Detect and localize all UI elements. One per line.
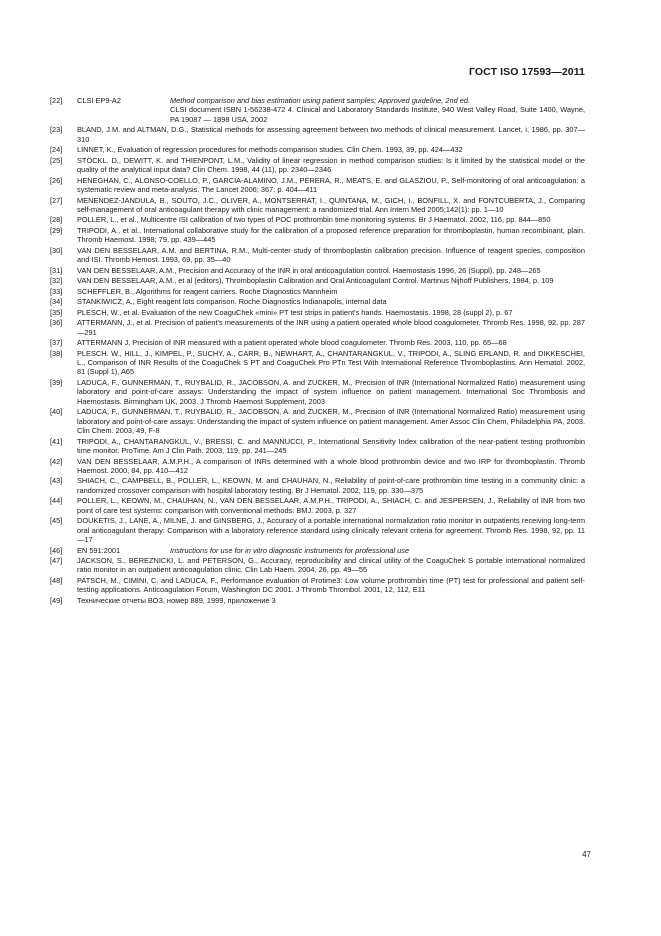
reference-number: [40] <box>50 407 63 417</box>
reference-item <box>50 176 585 195</box>
reference-item <box>50 496 585 515</box>
reference-number: [46] <box>50 545 63 555</box>
page-number: 47 <box>582 850 591 859</box>
reference-number: [32] <box>50 276 63 286</box>
reference-text: TRIPODI, A., et al., International collaborative study for the calibration of a proposed reference preparation for thromboplastin, human recombinant, plain. Thromb Haemost. 1998; 79, pp. 439—445 <box>77 225 585 245</box>
reference-details: CLSI document ISBN 1-56238-472 4. Clinical and Laboratory Standards Institute, 940 West Valley Road, Suite 1400, Wayne, PA 19087 — 1898 USA, 2002 <box>170 105 585 124</box>
reference-text: POLLER, L., KEOWN, M., CHAUHAN, N., VAN DEN BESSELAAR, A.M.P.H., TRIPODI, A., SHIACH, C. and JESPERSEN, J., Reliability of INR from two point of care test systems: comparison with conventional methods. BMJ. 2003, p. 327 <box>77 496 585 515</box>
reference-text: JACKSON, S., BEREZNICKI, L. and PETERSON, G., Accuracy, reproducibility and clinical utility of the CoaguChek S portable international normalized ratio monitor in an outpatient anticoagulation clinic. Clin Lab Haem. 2004, 26, pp. 49—55 <box>77 556 585 575</box>
reference-number: [28] <box>50 215 63 225</box>
reference-number: [22] <box>50 96 63 105</box>
reference-text: SHIACH, C., CAMPBELL, B., POLLER, L., KEOWN, M. and CHAUHAN, N., Reliability of point-of-care prothrombin time testing in a community clinic: a randomized crossover comparison with hospital laboratory testing. Br J Hematol. 2002, 119, pp. 330—375 <box>77 476 585 495</box>
reference-number: [44] <box>50 496 63 506</box>
reference-number: [29] <box>50 225 63 235</box>
reference-number: [33] <box>50 286 63 296</box>
reference-text: POLLER, L., et al., Multicentre ISI calibration of two types of POC prothrombin time monitoring systems. Br J Haematol. 2002, 116, pp. 844—850 <box>77 215 551 225</box>
reference-text: VAN DEN BESSELAAR, A.M., Precision and Accuracy of the INR in oral anticoagulation control. Haemostasis 1996, 26 (Suppl), pp. 248—265 <box>77 265 541 275</box>
reference-text: TRIPODI, A., CHANTARANGKUL, V., BRESSI, C. and MANNUCCI, P., International Sensitivity Index calibration of the near-patient testing prothrombin time monitor. ProTime. Am J Clin Path. 2003, 119, pp. 241—245 <box>77 436 585 455</box>
reference-item <box>50 437 585 456</box>
reference-text: BLAND, J.M. and ALTMAN, D.G., Statistical methods for assessing agreement between two methods of clinical measurement. Lancet, i, 1986, pp. 307—310 <box>77 125 585 144</box>
reference-number: [25] <box>50 155 63 165</box>
reference-number: [23] <box>50 125 63 135</box>
reference-number: [41] <box>50 436 63 446</box>
reference-code: CLSI EP9-A2 <box>77 96 121 105</box>
reference-item <box>50 546 585 555</box>
reference-number: [35] <box>50 307 63 317</box>
reference-text: STÖCKL. D., DEWITT, K. and THIENPONT, L.M., Validity of linear regression in method comparison studies: Is it limited by the statistical model or the quality of the analytical input data? Clin Chem. 1998, 44 (11), pp. 2340—2346 <box>77 155 585 175</box>
reference-text: PLESCH, W., et al. Evaluation of the new CoaguChek «mini» PT test strips in patient's hands. Haemostasis. 1998, 28 (suppl 2), p. 67 <box>77 307 513 317</box>
reference-item <box>50 287 585 296</box>
reference-list <box>50 96 585 606</box>
reference-item <box>50 276 585 285</box>
reference-item <box>50 297 585 306</box>
reference-text: ATTERMANN J, Precision of INR measured with a patient operated whole blood coagulometer. Thromb Res. 2003, 110, pp. 65—68 <box>77 338 507 348</box>
reference-number: [34] <box>50 297 63 307</box>
reference-item <box>50 576 585 595</box>
reference-number: [31] <box>50 265 63 275</box>
reference-item <box>50 308 585 317</box>
reference-title: Instructions for use for in vitro diagnostic instruments for professional use <box>170 545 410 555</box>
reference-text: PATSCH, M., CIMINI, C. and LADUCA, F., Performance evaluation of Protime3: Low volume prothrombin time (PT) test for professional and patient self-testing applications. Anticoagulation Forum, Washington DC 2001. J Thromb Thrombol. 2001, 12, 112, E11 <box>77 575 585 595</box>
reference-item <box>50 196 585 215</box>
reference-number: [48] <box>50 575 63 585</box>
reference-item <box>50 596 585 605</box>
reference-item <box>50 215 585 224</box>
reference-number: [43] <box>50 476 63 486</box>
reference-code: EN 591:2001 <box>77 545 121 555</box>
reference-text: LINNET, K., Evaluation of regression procedures for methods comparison studies. Clin Chem. 1993, 39, pp. 424—432 <box>77 145 463 155</box>
reference-text: HENEGHAN, C., ALONSO-COELLO, P., GARCIA-ALAMINO, J.M., PERERA, R., MEATS, E. and GLASZIOU, P., Self-monitoring of oral anticoagulation: a systematic review and meta-analysis. The Lancet 2006; 367: p. 404—411 <box>77 175 585 195</box>
reference-text: ATTERMANN, J., et al. Precision of patient's measurements of the INR using a patient operated whole blood coagulometer. Thromb Res. 1998, 92, pp. 287—291 <box>77 318 585 337</box>
reference-number: [47] <box>50 556 63 566</box>
reference-item <box>50 476 585 495</box>
reference-item <box>50 96 585 124</box>
reference-number: [24] <box>50 145 63 155</box>
reference-item <box>50 156 585 175</box>
reference-text: LADUCA, F., GUNNERMAN, T., RUYBALID, R., JACOBSON, A. and ZUCKER, M., Precision of INR (International Normalized Ratio) measurement using laboratory and point-of-care assays: Understanding the impact of system influence on patient management. International Soc Thrombosis and Haemostasis. Birmingham UK, 2003. J Thromb Haemost Supplement, 2003 <box>77 377 585 406</box>
document-header: ГОСТ ISO 17593—2011 <box>468 66 585 78</box>
reference-item <box>50 226 585 245</box>
reference-item <box>50 318 585 337</box>
reference-number: [30] <box>50 245 63 255</box>
reference-number: [49] <box>50 595 63 605</box>
reference-item <box>50 246 585 265</box>
reference-text: MENENDEZ-JANDULA, B., SOUTO, J.C., OLIVER, A., MONTSERRAT, I., QUINTANA, M., GICH, I., BONFILL, X. and FONTCUBERTA, J., Comparing self-management of oral anticoagulant therapy with clinic management: a randomized trial. Ann Intern Med 2005;142(1): pp. 1—10 <box>77 195 585 214</box>
reference-number: [37] <box>50 338 63 348</box>
reference-item <box>50 556 585 575</box>
reference-title: Method comparison and bias estimation using patient samples; Approved guideline, 2nd ed. <box>170 96 471 105</box>
reference-item <box>50 516 585 544</box>
reference-number: [45] <box>50 516 63 526</box>
reference-number: [42] <box>50 456 63 466</box>
reference-number: [26] <box>50 175 63 185</box>
reference-text: SCHEFFLER, B., Algorithms for reagent carriers. Roche Diagnostics Mannheim <box>77 286 338 296</box>
reference-item <box>50 407 585 435</box>
reference-text: LADUCA, F., GUNNERMAN, T., RUYBALID, R., JACOBSON, A. and ZUCKER, M., Precision of INR (International Normalized Ratio) measurement using laboratory and point-of-care assays: Understanding the impact of system influence on patient management. Amer Assoc Clin Chem, Philadelphia PA, 2003. Clin Chem. 2003, 49, F-8 <box>77 407 585 436</box>
reference-item <box>50 266 585 275</box>
reference-text: VAN DEN BESSELAAR, A.M., et al (editors), Thromboplastin Calibration and Oral Anticoagulant Control. Martinus Nijhoff Publishers, 1984, p. 109 <box>77 276 554 286</box>
reference-item <box>50 349 585 377</box>
reference-text: Технические отчеты ВОЗ, номер 889, 1999, приложение 3 <box>77 595 276 605</box>
reference-number: [38] <box>50 348 63 358</box>
reference-item <box>50 457 585 476</box>
reference-text: VAN DEN BESSELAAR, A.M. and BERTINA, R.M., Multi-center study of thromboplastin calibration precision. Influence of reagent species, composition and ISI. Thromb Hemost. 1993, 69, pp. 35—40 <box>77 245 585 265</box>
reference-item <box>50 145 585 154</box>
reference-item <box>50 125 585 144</box>
reference-number: [27] <box>50 195 63 205</box>
reference-item <box>50 338 585 347</box>
reference-item <box>50 378 585 406</box>
reference-text: PLESCH. W., HILL, J., KIMPEL, P., SUCHY, A., CARR, B., NEWHART, A., CHANTARANGKUL, V., TRIPODI, A., SLING ERLAND, R. and DIKKESCHEI, L., Comparison of INR Results of the CoaguChek S PT and CoaguChek Pro PTn Test With International Reference Thromboplastins. Ann Hematol. 2002, 81 (Suppl 1), A65 <box>77 348 585 377</box>
reference-number: [39] <box>50 377 63 387</box>
reference-number: [36] <box>50 318 63 328</box>
reference-text: VAN DEN BESSELAAR, A.M.P.H., A comparison of INRs determined with a whole blood prothrombin device and two IRP for thromboplastin. Thromb Haemost. 2000, 84, pp. 410—412 <box>77 456 585 475</box>
reference-text: STANKIWICZ, A., Eight reagent lots comparison. Roche Diagnostics Indianapolis, internal data <box>77 297 387 307</box>
reference-text: DOUKETIS, J., LANE, A., MILNE, J. and GINSBERG, J., Accuracy of a portable international normalization ratio monitor in outpatients receiving long-term oral anticoagulant therapy: Comparison with a laboratory reference standard using clinically relevant criteria for agreement. Thromb Res. 1998, 92, pp. 11—17 <box>77 516 585 545</box>
